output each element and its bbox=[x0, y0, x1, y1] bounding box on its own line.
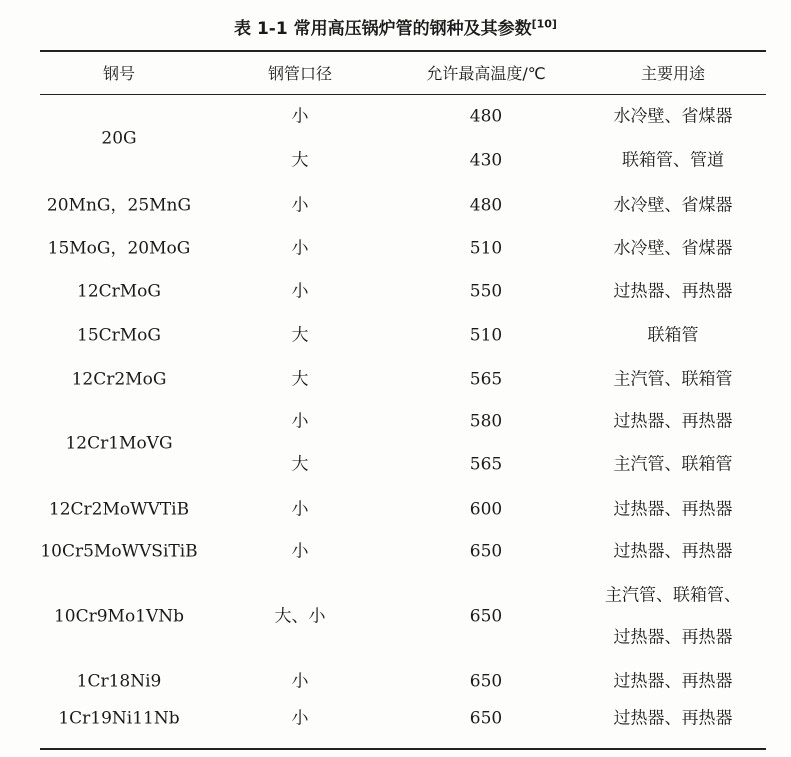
main-use-cell: 过热器、再热器 bbox=[613, 411, 733, 432]
top-rule bbox=[40, 50, 766, 52]
main-use-cell: 水冷壁、省煤器 bbox=[613, 238, 733, 259]
max-temp-cell: 600 bbox=[469, 499, 503, 520]
steel-grade-cell: 1Cr18Ni9 bbox=[76, 671, 162, 692]
table-caption bbox=[0, 14, 791, 39]
max-temp-cell: 510 bbox=[469, 325, 503, 346]
pipe-size-cell: 小 bbox=[291, 238, 309, 259]
main-use-cell: 过热器、再热器 bbox=[613, 708, 733, 729]
pipe-size-cell: 小 bbox=[291, 708, 309, 729]
max-temp-cell: 580 bbox=[469, 411, 503, 432]
steel-grade-cell: 15MoG，20MoG bbox=[47, 238, 191, 259]
caption-text: 表 1-1 常用高压锅炉管的钢种及其参数 bbox=[234, 19, 532, 39]
main-use-cell: 主汽管、联箱管 bbox=[613, 369, 733, 390]
steel-grade-cell: 20MnG，25MnG bbox=[46, 195, 192, 216]
pipe-size-cell: 小 bbox=[291, 541, 309, 562]
main-use-cell: 主汽管、联箱管、 bbox=[605, 585, 741, 606]
steel-grade-cell: 12Cr1MoVG bbox=[65, 433, 173, 453]
main-use-cell: 过热器、再热器 bbox=[613, 499, 733, 520]
pipe-size-cell: 小 bbox=[291, 411, 309, 432]
max-temp-cell: 565 bbox=[469, 454, 503, 475]
max-temp-cell: 510 bbox=[469, 238, 503, 259]
main-use-cell: 水冷壁、省煤器 bbox=[613, 106, 733, 127]
header-main-use: 主要用途 bbox=[640, 64, 706, 83]
pipe-size-cell: 大 bbox=[291, 150, 309, 171]
steel-grade-cell: 12CrMoG bbox=[77, 281, 161, 302]
steel-grade-cell: 1Cr19Ni11Nb bbox=[58, 708, 180, 729]
main-use-cell: 过热器、再热器 bbox=[613, 281, 733, 302]
steel-grade-cell: 20G bbox=[101, 128, 137, 149]
bottom-rule bbox=[40, 748, 766, 750]
main-use-cell: 联箱管、管道 bbox=[622, 150, 724, 171]
header-max-temp: 允许最高温度/℃ bbox=[426, 64, 546, 83]
main-use-cell: 主汽管、联箱管 bbox=[613, 454, 733, 475]
max-temp-cell: 650 bbox=[469, 606, 503, 627]
header-rule bbox=[40, 94, 766, 95]
pipe-size-cell: 小 bbox=[291, 499, 309, 520]
steel-grade-cell: 12Cr2MoWVTiB bbox=[48, 499, 190, 520]
max-temp-cell: 650 bbox=[469, 671, 503, 692]
max-temp-cell: 430 bbox=[469, 150, 503, 171]
steel-grade-cell: 10Cr9Mo1VNb bbox=[53, 606, 185, 627]
pipe-size-cell: 大、小 bbox=[274, 606, 326, 627]
max-temp-cell: 650 bbox=[469, 541, 503, 562]
max-temp-cell: 565 bbox=[469, 369, 503, 390]
steel-grade-cell: 12Cr2MoG bbox=[71, 369, 167, 390]
max-temp-cell: 480 bbox=[469, 195, 503, 216]
max-temp-cell: 480 bbox=[469, 106, 503, 127]
header-grade: 钢号 bbox=[102, 64, 136, 83]
main-use-cell: 过热器、再热器 bbox=[613, 627, 733, 648]
max-temp-cell: 550 bbox=[469, 281, 503, 302]
main-use-cell: 水冷壁、省煤器 bbox=[613, 195, 733, 216]
main-use-cell: 过热器、再热器 bbox=[613, 671, 733, 692]
steel-grade-cell: 15CrMoG bbox=[77, 325, 161, 346]
main-use-cell: 联箱管 bbox=[647, 325, 699, 346]
steel-grade-cell: 10Cr5MoWVSiTiB bbox=[40, 541, 198, 562]
pipe-size-cell: 大 bbox=[291, 325, 309, 346]
max-temp-cell: 650 bbox=[469, 708, 503, 729]
pipe-size-cell: 小 bbox=[291, 106, 309, 127]
header-pipe-size: 钢管口径 bbox=[267, 64, 333, 83]
pipe-size-cell: 小 bbox=[291, 195, 309, 216]
caption-reference: [10] bbox=[531, 17, 557, 31]
pipe-size-cell: 小 bbox=[291, 281, 309, 302]
main-use-cell: 过热器、再热器 bbox=[613, 541, 733, 562]
pipe-size-cell: 大 bbox=[291, 454, 309, 475]
pipe-size-cell: 大 bbox=[291, 369, 309, 390]
pipe-size-cell: 小 bbox=[291, 671, 309, 692]
